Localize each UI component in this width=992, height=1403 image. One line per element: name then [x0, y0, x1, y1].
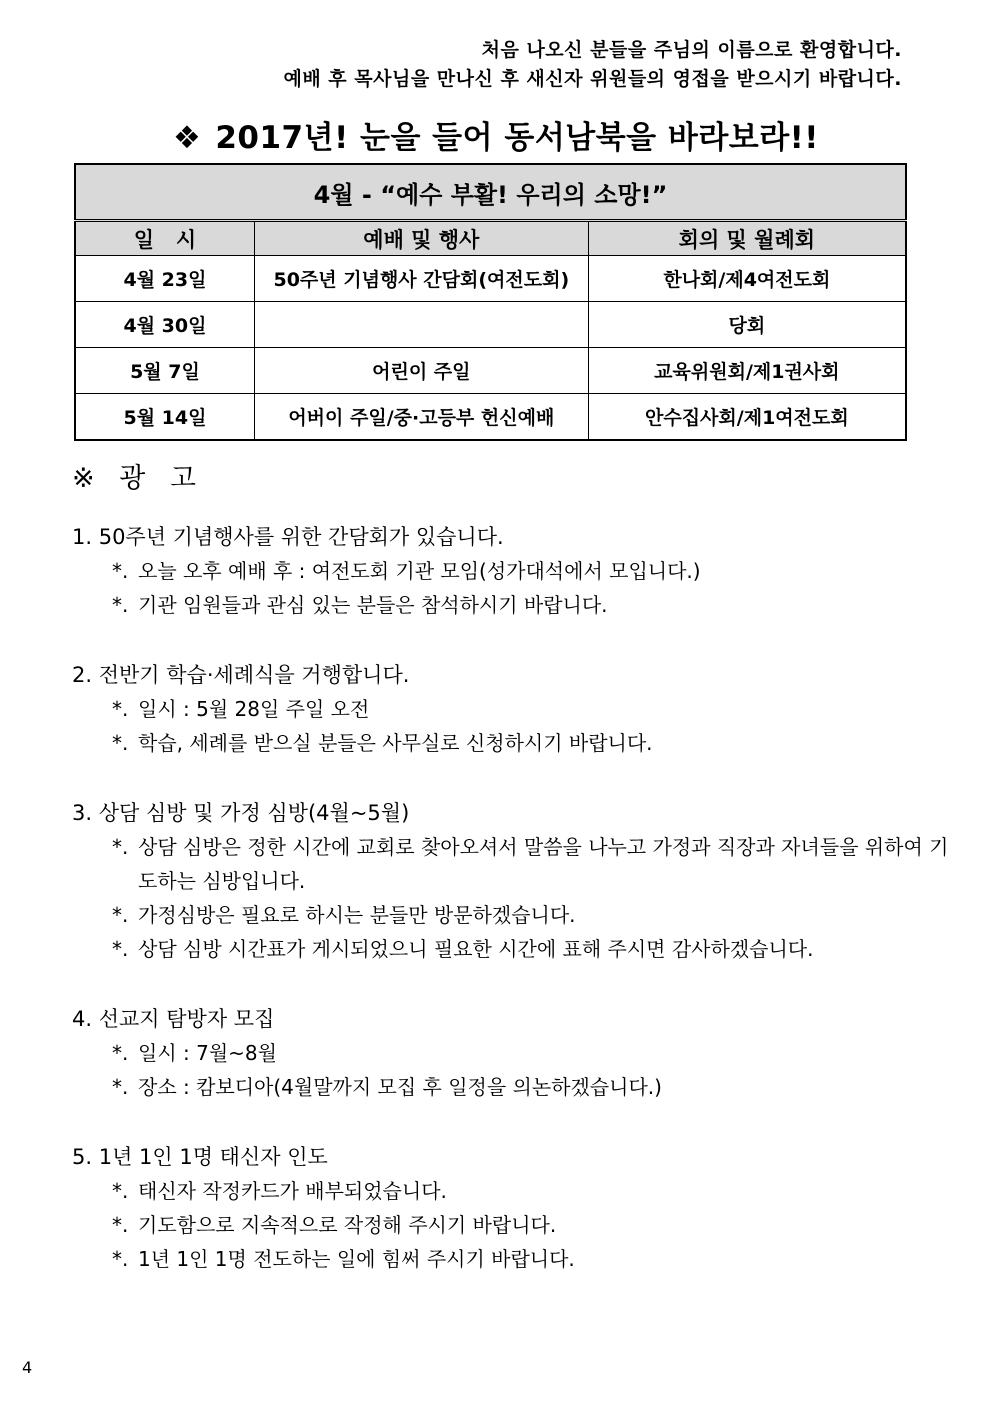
announcement-title: 1. 50주년 기념행사를 위한 간담회가 있습니다.: [72, 525, 504, 549]
bullet: *.: [112, 593, 129, 617]
list-item-text: 오늘 오후 예배 후 : 여전도회 기관 모임(성가대석에서 모입니다.): [138, 559, 701, 583]
announcements-heading: ※ 광 고: [72, 463, 204, 494]
announcement: [72, 520, 952, 622]
row-meeting: 한나회/제4여전도회: [588, 256, 906, 302]
row-event: 50주년 기념행사 간담회(여전도회): [254, 256, 588, 302]
bullet: *.: [112, 1041, 129, 1065]
header-event: 예배 및 행사: [254, 221, 588, 256]
row-event: 어린이 주일: [254, 348, 588, 394]
bullet: *.: [112, 559, 129, 583]
schedule-table: [74, 163, 907, 441]
bullet: *.: [112, 1179, 129, 1203]
list-item: [92, 898, 952, 932]
list-item-text: 장소 : 캄보디아(4월말까지 모집 후 일정을 의논하겠습니다.): [138, 1075, 662, 1099]
bullet: *.: [112, 1247, 129, 1271]
list-item: [92, 1070, 952, 1104]
list-item-text: 일시 : 5월 28일 주일 오전: [138, 697, 370, 721]
list-item: [92, 1036, 952, 1070]
table-row: [75, 302, 906, 348]
announcement: [72, 1140, 952, 1276]
page-title: [0, 112, 992, 157]
list-item-text: 상담 심방은 정한 시간에 교회로 찾아오셔서 말씀을 나누고 가정과 직장과 자녀들을 위하여 기도하는 심방입니다.: [138, 835, 949, 893]
list-item: [92, 1208, 952, 1242]
header-date: 일 시: [75, 221, 254, 256]
welcome-line-1: 처음 나오신 분들을 주님의 이름으로 환영합니다.: [481, 39, 902, 61]
schedule-month-title: 4월 - “예수 부활! 우리의 소망!”: [75, 164, 906, 221]
list-item: [92, 830, 952, 898]
row-meeting: 안수집사회/제1여전도회: [588, 394, 906, 441]
row-date: 5월 7일: [75, 348, 254, 394]
table-row: [75, 348, 906, 394]
list-item: [92, 692, 952, 726]
announcement: [72, 1002, 952, 1104]
list-item: [92, 554, 952, 588]
bullet: *.: [112, 937, 129, 961]
list-item-text: 가정심방은 필요로 하시는 분들만 방문하겠습니다.: [138, 903, 576, 927]
table-row: [75, 394, 906, 441]
announcements-list: [72, 520, 952, 1312]
diamond-icon: ❖: [173, 120, 202, 156]
schedule-month-row: [75, 164, 906, 221]
list-item: [92, 588, 952, 622]
row-date: 5월 14일: [75, 394, 254, 441]
bullet: *.: [112, 903, 129, 927]
welcome-line-2: 예배 후 목사님을 만나신 후 새신자 위원들의 영접을 받으시기 바랍니다.: [283, 68, 902, 90]
welcome-message: [283, 36, 902, 94]
list-item-text: 학습, 세례를 받으실 분들은 사무실로 신청하시기 바랍니다.: [138, 731, 653, 755]
bullet: *.: [112, 835, 129, 859]
list-item-text: 태신자 작정카드가 배부되었습니다.: [138, 1179, 447, 1203]
row-date: 4월 30일: [75, 302, 254, 348]
announcement-title: 2. 전반기 학습·세례식을 거행합니다.: [72, 663, 410, 687]
header-meeting: 회의 및 월례회: [588, 221, 906, 256]
page-title-text: 2017년! 눈을 들어 동서남북을 바라보라!!: [215, 120, 819, 156]
list-item-text: 상담 심방 시간표가 게시되었으니 필요한 시간에 표해 주시면 감사하겠습니다.: [138, 937, 814, 961]
bullet: *.: [112, 697, 129, 721]
list-item-text: 일시 : 7월~8월: [138, 1041, 277, 1065]
table-row: [75, 256, 906, 302]
bullet: *.: [112, 1075, 129, 1099]
schedule-header-row: [75, 221, 906, 256]
list-item: [92, 1242, 952, 1276]
row-meeting: 교육위원회/제1권사회: [588, 348, 906, 394]
list-item: [92, 726, 952, 760]
announcement: [72, 796, 952, 966]
announcement: [72, 658, 952, 760]
bullet: *.: [112, 731, 129, 755]
list-item: [92, 932, 952, 966]
announcement-title: 5. 1년 1인 1명 태신자 인도: [72, 1145, 328, 1169]
announcement-title: 3. 상담 심방 및 가정 심방(4월~5월): [72, 801, 410, 825]
row-event: 어버이 주일/중·고등부 헌신예배: [254, 394, 588, 441]
announcement-title: 4. 선교지 탐방자 모집: [72, 1007, 275, 1031]
list-item: [92, 1174, 952, 1208]
row-meeting: 당회: [588, 302, 906, 348]
row-date: 4월 23일: [75, 256, 254, 302]
page-number: 4: [22, 1358, 33, 1377]
list-item-text: 1년 1인 1명 전도하는 일에 힘써 주시기 바랍니다.: [138, 1247, 575, 1271]
row-event: [254, 302, 588, 348]
bullet: *.: [112, 1213, 129, 1237]
list-item-text: 기도함으로 지속적으로 작정해 주시기 바랍니다.: [138, 1213, 557, 1237]
list-item-text: 기관 임원들과 관심 있는 분들은 참석하시기 바랍니다.: [138, 593, 608, 617]
